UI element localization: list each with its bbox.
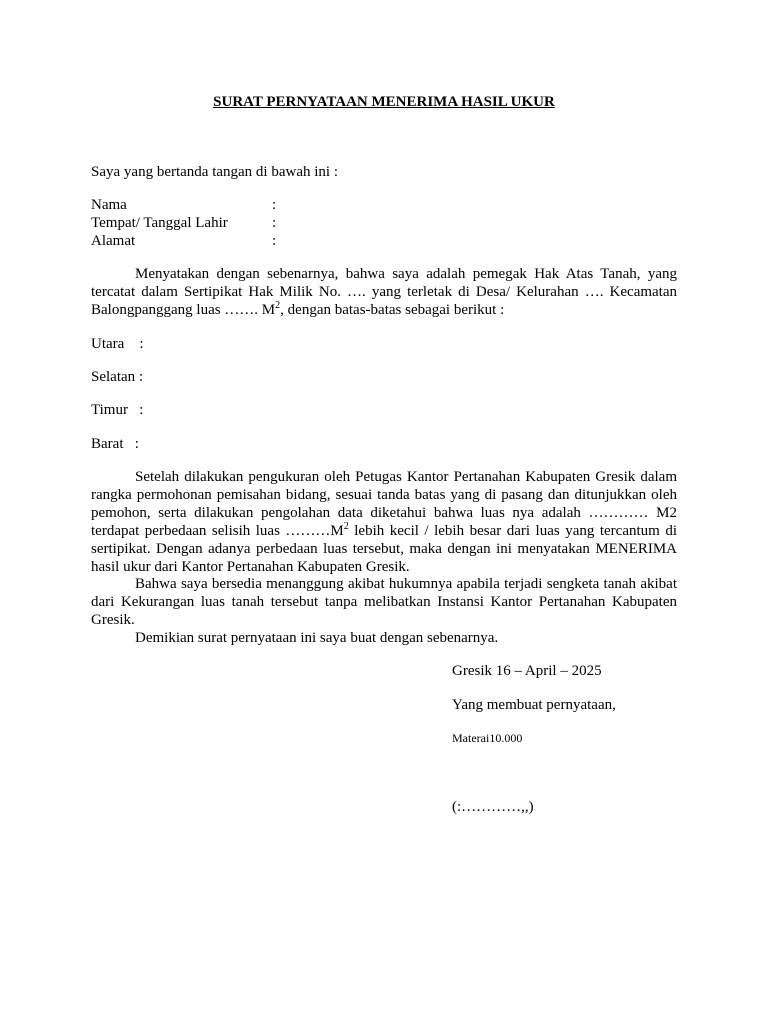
superscript-2: 2 <box>343 521 349 532</box>
border-label-selatan: Selatan <box>91 369 136 385</box>
stamp-duty-label: Materai10.000 <box>452 731 523 745</box>
border-utara <box>91 335 143 353</box>
document-title: SURAT PERNYATAAN MENERIMA HASIL UKUR <box>213 94 555 110</box>
paragraph-measurement-text: Setelah dilakukan pengukuran oleh Petugas Kantor Pertanahan Kabupaten Gresik dalam rangka permohonan pemisahan bidang, sesuai tanda batas yang di pasang dan ditunjukkan oleh pemohon, serta dilakukan pengolahan data diketahui bahwa luas nya adalah ………… M2 terdapat perbedaan selisih luas ………M <box>91 469 677 539</box>
paragraph-statement-tail: , dengan batas-batas sebagai berikut : <box>280 302 505 318</box>
paragraph-measurement <box>91 468 677 576</box>
paragraph-closing: Demikian surat pernyataan ini saya buat dengan sebenarnya. <box>135 630 499 646</box>
paragraph-statement-text: Menyatakan dengan sebenarnya, bahwa saya adalah pemegak Hak Atas Tanah, yang tercatat dalam Sertipikat Hak Milik No. …. yang terletak di Desa/ Kelurahan …. Kecamatan Balongpanggang luas ……. M <box>91 266 677 318</box>
border-colon-selatan: : <box>138 369 144 385</box>
border-timur <box>91 401 143 419</box>
paragraph-liability: Bahwa saya bersedia menanggung akibat hukumnya apabila terjadi sengketa tanah akibat dari Kekurangan luas tanah tersebut tanpa melibatkan Instansi Kantor Pertanahan Kabupaten Gresik. <box>91 576 677 628</box>
border-label-utara: Utara <box>91 336 125 352</box>
border-label-timur: Timur <box>91 402 128 418</box>
border-colon-barat: : <box>134 436 139 452</box>
field-colon-nama: : <box>272 197 277 213</box>
border-spacer <box>124 336 139 352</box>
signature-name-placeholder: (:…………,,) <box>452 799 534 815</box>
border-colon-timur: : <box>139 402 144 418</box>
field-colon-ttl: : <box>272 215 277 231</box>
border-label-barat: Barat <box>91 436 124 452</box>
superscript-2: 2 <box>275 300 281 311</box>
field-label-nama: Nama <box>91 197 127 213</box>
border-barat <box>91 435 139 453</box>
field-colon-alamat: : <box>272 233 277 249</box>
signature-maker-label: Yang membuat pernyataan, <box>452 697 616 713</box>
border-spacer <box>123 436 134 452</box>
border-colon-utara: : <box>139 336 144 352</box>
paragraph-measurement-tail: lebih kecil / lebih besar dari luas yang tercantum di sertipikat. Dengan adanya perbedaan luas tersebut, maka dengan ini menyatakan MENERIMA hasil ukur dari Kantor Pertanahan Kabupaten Gresik. <box>91 523 677 575</box>
paragraph-statement <box>91 265 677 319</box>
intro-text: Saya yang bertanda tangan di bawah ini : <box>91 164 339 180</box>
field-label-alamat: Alamat <box>91 233 136 249</box>
signature-place-date: Gresik 16 – April – 2025 <box>452 663 602 679</box>
border-spacer <box>128 402 139 418</box>
field-label-ttl: Tempat/ Tanggal Lahir <box>91 215 228 231</box>
border-selatan <box>91 368 143 386</box>
